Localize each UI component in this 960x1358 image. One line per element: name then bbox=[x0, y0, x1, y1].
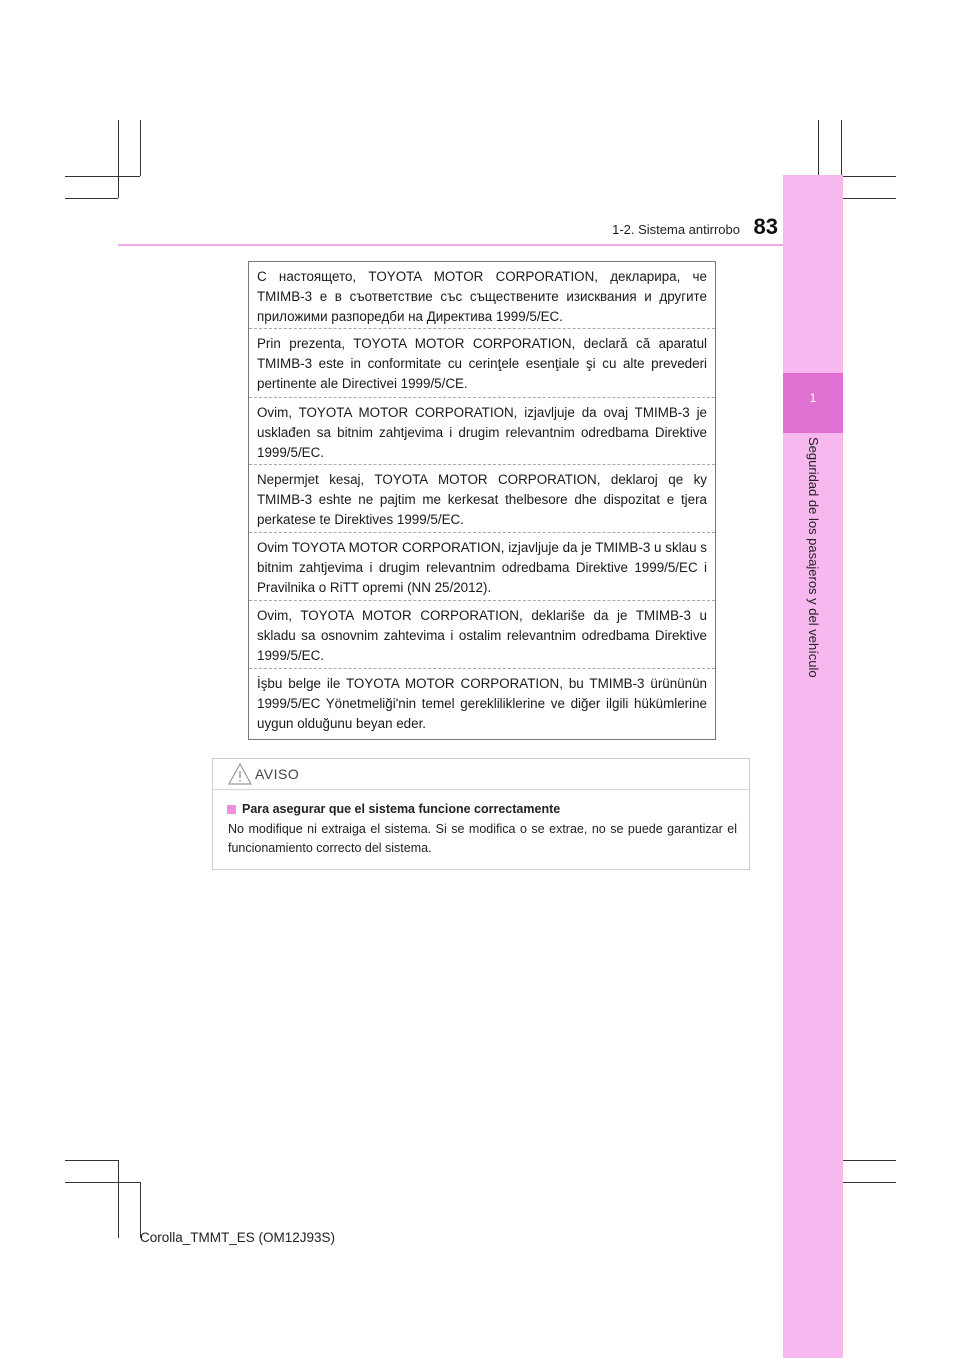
declaration-romanian: Prin prezenta, TOYOTA MOTOR CORPORATION, declară că aparatul TMIMB-3 este in conformitate cu cerinţele esenţiale şi cu alte prevederi pertinente ale Directivei 1999/5/CE. bbox=[249, 329, 715, 398]
chapter-title: Seguridad de los pasajeros y del vehículo bbox=[806, 437, 821, 678]
chapter-side-tab bbox=[783, 175, 843, 1358]
crop-mark bbox=[65, 1160, 118, 1161]
warning-title: Para asegurar que el sistema funcione correctamente bbox=[242, 802, 561, 816]
crop-mark bbox=[841, 1160, 896, 1161]
declaration-bulgarian: С настоящето, TOYOTA MOTOR CORPORATION, декларира, че TMIMB-3 е в съответствие със съществените изисквания и другите приложими разпоредби на Директива 1999/5/EC. bbox=[249, 262, 715, 329]
declaration-serbian: Ovim, TOYOTA MOTOR CORPORATION, deklariše da je TMIMB-3 u skladu sa osnovnim zahtevima i ostalim relevantnim odredbama Direktive 1999/5/EC. bbox=[249, 601, 715, 669]
crop-mark bbox=[65, 176, 140, 177]
crop-mark bbox=[118, 1160, 119, 1238]
warning-text: No modifique ni extraiga el sistema. Si se modifica o se extrae, no se puede garantizar el funcionamiento correcto del sistema. bbox=[228, 822, 737, 855]
crop-mark bbox=[118, 120, 119, 198]
warning-box bbox=[212, 758, 750, 870]
page-number: 83 bbox=[753, 214, 778, 239]
declaration-croatian: Ovim TOYOTA MOTOR CORPORATION, izjavljuje da je TMIMB-3 u sklau s bitnim zahtjevima i drugim relevantnim odredbama Direktive 1999/5/EC i Pravilnika o RiTT opremi (NN 25/2012). bbox=[249, 533, 715, 601]
square-bullet-icon bbox=[227, 805, 236, 814]
declaration-bosnian: Ovim, TOYOTA MOTOR CORPORATION, izjavljuje da ovaj TMIMB-3 je usklađen sa bitnim zahtjevima i drugim relevantnim odredbama Direktive 1999/5/EC. bbox=[249, 398, 715, 465]
chapter-number: 1 bbox=[783, 373, 843, 433]
crop-mark bbox=[841, 176, 896, 177]
warning-triangle-icon bbox=[227, 762, 253, 786]
crop-mark bbox=[65, 198, 118, 199]
declaration-turkish: İşbu belge ile TOYOTA MOTOR CORPORATION, bu TMIMB-3 ürününün 1999/5/EC Yönetmeliği'nin temel gerekliliklerine ve diğer ilgili hükümlerine uygun olduğunu beyan eder. bbox=[249, 669, 715, 740]
crop-mark bbox=[841, 120, 842, 176]
section-title: 1-2. Sistema antirrobo bbox=[612, 222, 740, 237]
footer-document-id: Corolla_TMMT_ES (OM12J93S) bbox=[140, 1230, 336, 1245]
declaration-albanian: Nepermjet kesaj, TOYOTA MOTOR CORPORATION, deklaroj qe ky TMIMB-3 eshte ne pajtim me kerkesat thelbesore dhe dispozitat e tjera perkatese te Direktives 1999/5/EC. bbox=[249, 465, 715, 533]
declarations-table bbox=[248, 261, 716, 740]
warning-header bbox=[213, 759, 749, 790]
crop-mark bbox=[65, 1182, 140, 1183]
header-rule bbox=[118, 244, 783, 246]
crop-mark bbox=[140, 120, 141, 176]
warning-label: AVISO bbox=[255, 766, 300, 782]
